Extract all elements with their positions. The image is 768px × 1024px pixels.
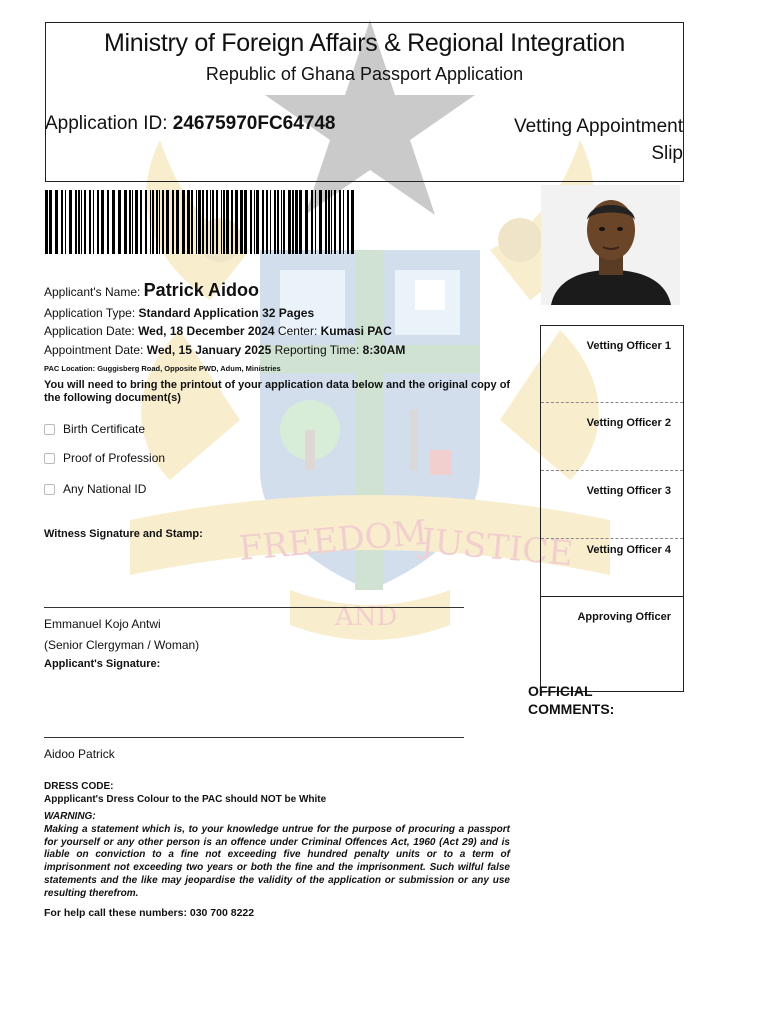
application-type-label: Application Type: (44, 306, 139, 320)
barcode-bar (256, 190, 259, 254)
barcode-bar (84, 190, 86, 254)
document-item-birth-certificate (44, 422, 145, 436)
barcode-bar (244, 190, 247, 254)
barcode-bar (292, 190, 294, 254)
dress-code-text: Appplicant's Dress Colour to the PAC should NOT be White (44, 794, 327, 805)
application-id-value: 24675970FC64748 (172, 113, 336, 134)
barcode-bar (240, 190, 243, 254)
barcode-bar (231, 190, 233, 254)
applicant-signature-label: Applicant's Signature: (44, 658, 161, 670)
officer-label: Vetting Officer 1 (586, 340, 671, 352)
barcode-bar (93, 190, 94, 254)
barcode-bar (187, 190, 190, 254)
barcode-bar (89, 190, 91, 254)
barcode-bar (299, 190, 302, 254)
applicant-name-line (44, 280, 259, 301)
barcode-bar (210, 190, 211, 254)
barcode-bar (159, 190, 160, 254)
barcode-bar (140, 190, 142, 254)
barcode-bar (55, 190, 58, 254)
vetting-officer-4-cell (541, 539, 683, 597)
applicant-signature-line (44, 737, 464, 738)
vetting-officer-3-cell (541, 471, 683, 539)
barcode-bar (145, 190, 147, 254)
document-item-national-id (44, 482, 146, 496)
barcode-bar (162, 190, 164, 254)
warning-text: Making a statement which is, to your knowledge untrue for the purpose of procuring a passport for yourself or any other person is an offence under Criminal Offences Act, 1960 (Act 29) and is liable on conviction to a fine not exceeding five hundred penalty units or to a term of imprisonment not exceeding two years or both the fine and the imprisonment. Such wilful false statements and the like may jeopardise the validity of the application or submission or any use resulting therefrom. (44, 824, 510, 899)
header-box (45, 22, 684, 182)
barcode-bar (343, 190, 344, 254)
ministry-title: Ministry of Foreign Affairs & Regional Integration (104, 29, 625, 57)
barcode-bar (172, 190, 174, 254)
barcode-bar (281, 190, 282, 254)
barcode-bar (65, 190, 66, 254)
application-id-label: Application ID: (45, 113, 173, 134)
barcode-bar (315, 190, 316, 254)
reporting-time-value: 8:30AM (362, 343, 406, 357)
barcode-bar (81, 190, 82, 254)
document-label: Any National ID (63, 482, 147, 496)
warning-title: WARNING: (44, 811, 96, 822)
barcode-bar (156, 190, 158, 254)
barcode-bar (61, 190, 63, 254)
barcode-bar (206, 190, 208, 254)
reporting-time-label: Reporting Time: (271, 343, 363, 357)
barcode-bar (166, 190, 169, 254)
barcode-bar (129, 190, 131, 254)
appointment-date-line (44, 343, 405, 357)
officer-label: Vetting Officer 3 (586, 485, 671, 497)
barcode-bar (191, 190, 193, 254)
application-date-label: Application Date: (44, 324, 139, 338)
witness-signature-line (44, 607, 464, 608)
barcode-bar (351, 190, 354, 254)
document-label: Birth Certificate (63, 422, 146, 436)
application-subtitle: Republic of Ghana Passport Application (205, 64, 524, 84)
official-comments-label: OFFICIAL COMMENTS: (528, 683, 615, 717)
barcode-bar (305, 190, 308, 254)
checkbox-icon[interactable] (44, 453, 55, 464)
barcode-bar (235, 190, 238, 254)
barcode-bar (49, 190, 52, 254)
officer-label: Vetting Officer 2 (586, 417, 671, 429)
application-id-line (45, 113, 336, 135)
center-value: Kumasi PAC (320, 324, 392, 338)
barcode-bar (97, 190, 99, 254)
svg-text:AND: AND (335, 602, 398, 632)
barcode-bar (295, 190, 298, 254)
dress-code (44, 780, 326, 806)
barcode-bar (101, 190, 104, 254)
officer-panel (540, 325, 684, 692)
document-label: Proof of Profession (63, 451, 166, 465)
barcode-bar (182, 190, 185, 254)
barcode-bar (274, 190, 276, 254)
barcode-bar (118, 190, 121, 254)
barcode-bar (196, 190, 197, 254)
svg-text:JUSTICE: JUSTICE (419, 521, 575, 575)
slip-title: Vetting Appointment Slip (513, 116, 683, 164)
applicant-name-value: Patrick Aidoo (143, 280, 260, 300)
officer-label: Vetting Officer 4 (586, 544, 671, 556)
barcode-bar (152, 190, 154, 254)
barcode-bar (212, 190, 214, 254)
barcode-bar (112, 190, 115, 254)
svg-text:FREEDOM: FREEDOM (237, 512, 429, 569)
document-instruction: You will need to bring the printout of your application data below and the original copy of the following document(s) (44, 379, 511, 404)
witness-role: (Senior Clergyman / Woman) (44, 638, 200, 652)
barcode-bar (176, 190, 179, 254)
barcode-bar (339, 190, 341, 254)
appointment-date-label: Appointment Date: (44, 343, 147, 357)
applicant-photo (541, 185, 680, 305)
barcode-bar (223, 190, 225, 254)
barcode-bar (262, 190, 264, 254)
barcode-bar (75, 190, 77, 254)
checkbox-icon[interactable] (44, 424, 55, 435)
barcode-bar (107, 190, 109, 254)
applicant-name-label: Applicant's Name: (44, 285, 144, 299)
barcode-bar (124, 190, 127, 254)
application-type-line (44, 306, 314, 320)
pac-location: PAC Location: Guggisberg Road, Opposite PWD, Adum, Ministries (44, 364, 281, 373)
barcode-bar (288, 190, 291, 254)
dress-code-title: DRESS CODE: (44, 781, 114, 792)
document-item-proof-of-profession (44, 451, 165, 465)
barcode-bar (334, 190, 336, 254)
application-barcode (45, 190, 359, 254)
barcode-bar (283, 190, 285, 254)
barcode-bar (135, 190, 138, 254)
barcode-bar (325, 190, 327, 254)
application-date-value: Wed, 18 December 2024 (138, 324, 275, 338)
barcode-bar (254, 190, 255, 254)
barcode-bar (319, 190, 322, 254)
appointment-date-value: Wed, 15 January 2025 (146, 343, 272, 357)
barcode-bar (270, 190, 271, 254)
barcode-bar (347, 190, 349, 254)
barcode-bar (221, 190, 222, 254)
barcode-bar (328, 190, 330, 254)
barcode-bar (266, 190, 268, 254)
center-label: Center: (274, 324, 321, 338)
approving-officer-cell (541, 597, 683, 693)
witness-name: Emmanuel Kojo Antwi (44, 617, 161, 631)
witness-signature-label: Witness Signature and Stamp: (44, 528, 203, 540)
barcode-bar (198, 190, 201, 254)
barcode-bar (226, 190, 229, 254)
applicant-signature-name: Aidoo Patrick (44, 747, 115, 761)
application-date-line (44, 324, 392, 338)
barcode-bar (78, 190, 80, 254)
barcode-bar (45, 190, 48, 254)
barcode-bar (202, 190, 204, 254)
barcode-bar (150, 190, 151, 254)
help-line: For help call these numbers: 030 700 8222 (44, 907, 255, 919)
barcode-bar (277, 190, 279, 254)
barcode-bar (250, 190, 252, 254)
barcode-bar (132, 190, 133, 254)
application-type-value: Standard Application 32 Pages (138, 306, 315, 320)
officer-label: Approving Officer (577, 611, 671, 623)
barcode-bar (311, 190, 313, 254)
barcode-bar (216, 190, 218, 254)
vetting-officer-2-cell (541, 403, 683, 471)
barcode-bar (69, 190, 72, 254)
barcode-bar (331, 190, 332, 254)
vetting-officer-1-cell (541, 326, 683, 403)
checkbox-icon[interactable] (44, 484, 55, 495)
